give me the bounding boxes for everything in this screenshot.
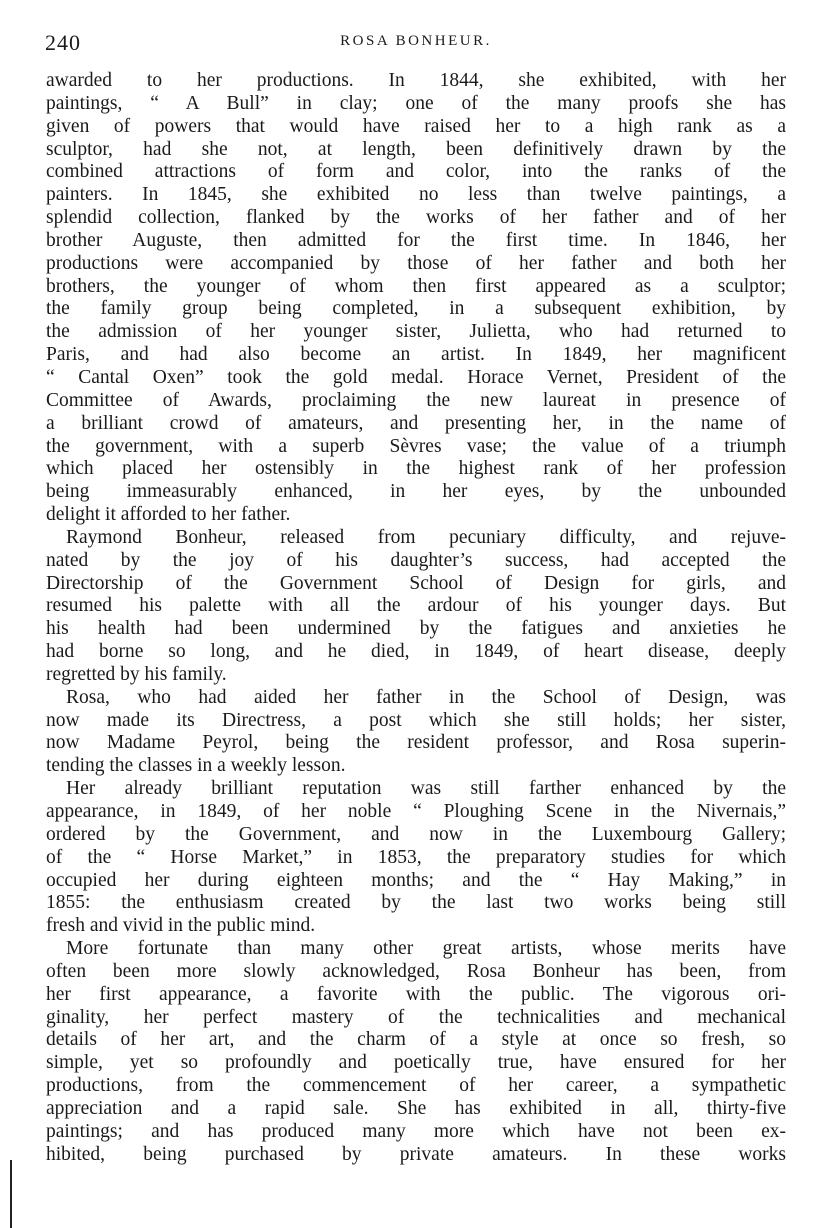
text-line: combined attractions of form and color, into the ranks of the [46,161,786,183]
page-number: 240 [45,30,81,55]
text-line: Paris, and had also become an artist. In 1849, her magnificent [46,344,786,366]
body-text [46,70,786,1167]
text-line: paintings, “ A Bull” in clay; one of the many proofs she has [46,92,786,114]
text-line: brother Auguste, then admitted for the first time. In 1846, her [46,229,786,251]
text-line: now Madame Peyrol, being the resident professor, and Rosa superin- [46,732,786,754]
text-line: productions, from the commencement of her career, a sympathetic [46,1075,786,1097]
text-line: a brilliant crowd of amateurs, and presenting her, in the name of [46,412,786,434]
text-line: More fortunate than many other great artists, whose merits have [66,938,786,960]
text-line: her first appearance, a favorite with the public. The vigorous ori- [46,983,786,1005]
text-line: delight it afforded to her father. [46,504,291,526]
text-line: splendid collection, flanked by the works of her father and of her [46,207,786,229]
text-line: Raymond Bonheur, released from pecuniary difficulty, and rejuve- [66,526,786,548]
text-line: regretted by his family. [46,663,227,685]
text-line: paintings; and has produced many more which have not been ex- [46,1120,786,1142]
text-line: fresh and vivid in the public mind. [46,915,316,937]
text-line: resumed his palette with all the ardour of his younger days. But [46,595,786,617]
text-line: awarded to her productions. In 1844, she exhibited, with her [46,70,786,91]
margin-rule [10,1160,12,1228]
text-line: sculptor, had she not, at length, been definitively drawn by the [46,138,786,160]
text-line: nated by the joy of his daughter’s success, had accepted the [46,549,786,571]
text-line: had borne so long, and he died, in 1849, of heart disease, deeply [46,641,786,663]
text-line: ginality, her perfect mastery of the technicalities and mechanical [46,1006,786,1028]
text-line: details of her art, and the charm of a style at once so fresh, so [46,1029,786,1051]
text-line: the admission of her younger sister, Julietta, who had returned to [46,321,786,343]
text-line: productions were accompanied by those of her father and both her [46,252,786,274]
text-line: tending the classes in a weekly lesson. [46,755,346,777]
text-line: his health had been undermined by the fatigues and anxieties he [46,618,786,640]
text-line: simple, yet so profoundly and poetically true, have ensured for her [46,1052,786,1074]
text-line: which placed her ostensibly in the highest rank of her profession [46,458,786,480]
text-line: given of powers that would have raised her to a high rank as a [46,115,786,137]
text-line: 1855: the enthusiasm created by the last two works being still [46,892,786,914]
text-line: now made its Directress, a post which she still holds; her sister, [46,709,786,731]
text-line: occupied her during eighteen months; and the “ Hay Making,” in [46,869,786,891]
text-line: the government, with a superb Sèvres vase; the value of a triumph [46,435,786,457]
running-title: ROSA BONHEUR. [340,33,492,49]
text-line: being immeasurably enhanced, in her eyes, by the unbounded [46,481,786,503]
text-line: Directorship of the Government School of Design for girls, and [46,572,786,594]
text-line: appearance, in 1849, of her noble “ Ploughing Scene in the Nivernais,” [46,801,786,822]
text-line: the family group being completed, in a subsequent exhibition, by [46,298,786,320]
text-line: Her already brilliant reputation was still farther enhanced by the [66,778,786,800]
text-line: often been more slowly acknowledged, Rosa Bonheur has been, from [46,960,786,982]
text-line: appreciation and a rapid sale. She has exhibited in all, thirty-five [46,1097,786,1119]
text-line: brothers, the younger of whom then first appeared as a sculptor; [46,275,786,297]
text-line: ordered by the Government, and now in the Luxembourg Gallery; [46,823,786,845]
text-line: Rosa, who had aided her father in the School of Design, was [66,686,786,708]
text-line: of the “ Horse Market,” in 1853, the preparatory studies for which [46,846,786,868]
text-line: Committee of Awards, proclaiming the new laureat in presence of [46,389,786,411]
text-line: “ Cantal Oxen” took the gold medal. Horace Vernet, President of the [46,366,786,388]
page-header [45,30,787,60]
text-line: hibited, being purchased by private amateurs. In these works [46,1143,786,1165]
text-line: painters. In 1845, she exhibited no less than twelve paintings, a [46,184,786,206]
